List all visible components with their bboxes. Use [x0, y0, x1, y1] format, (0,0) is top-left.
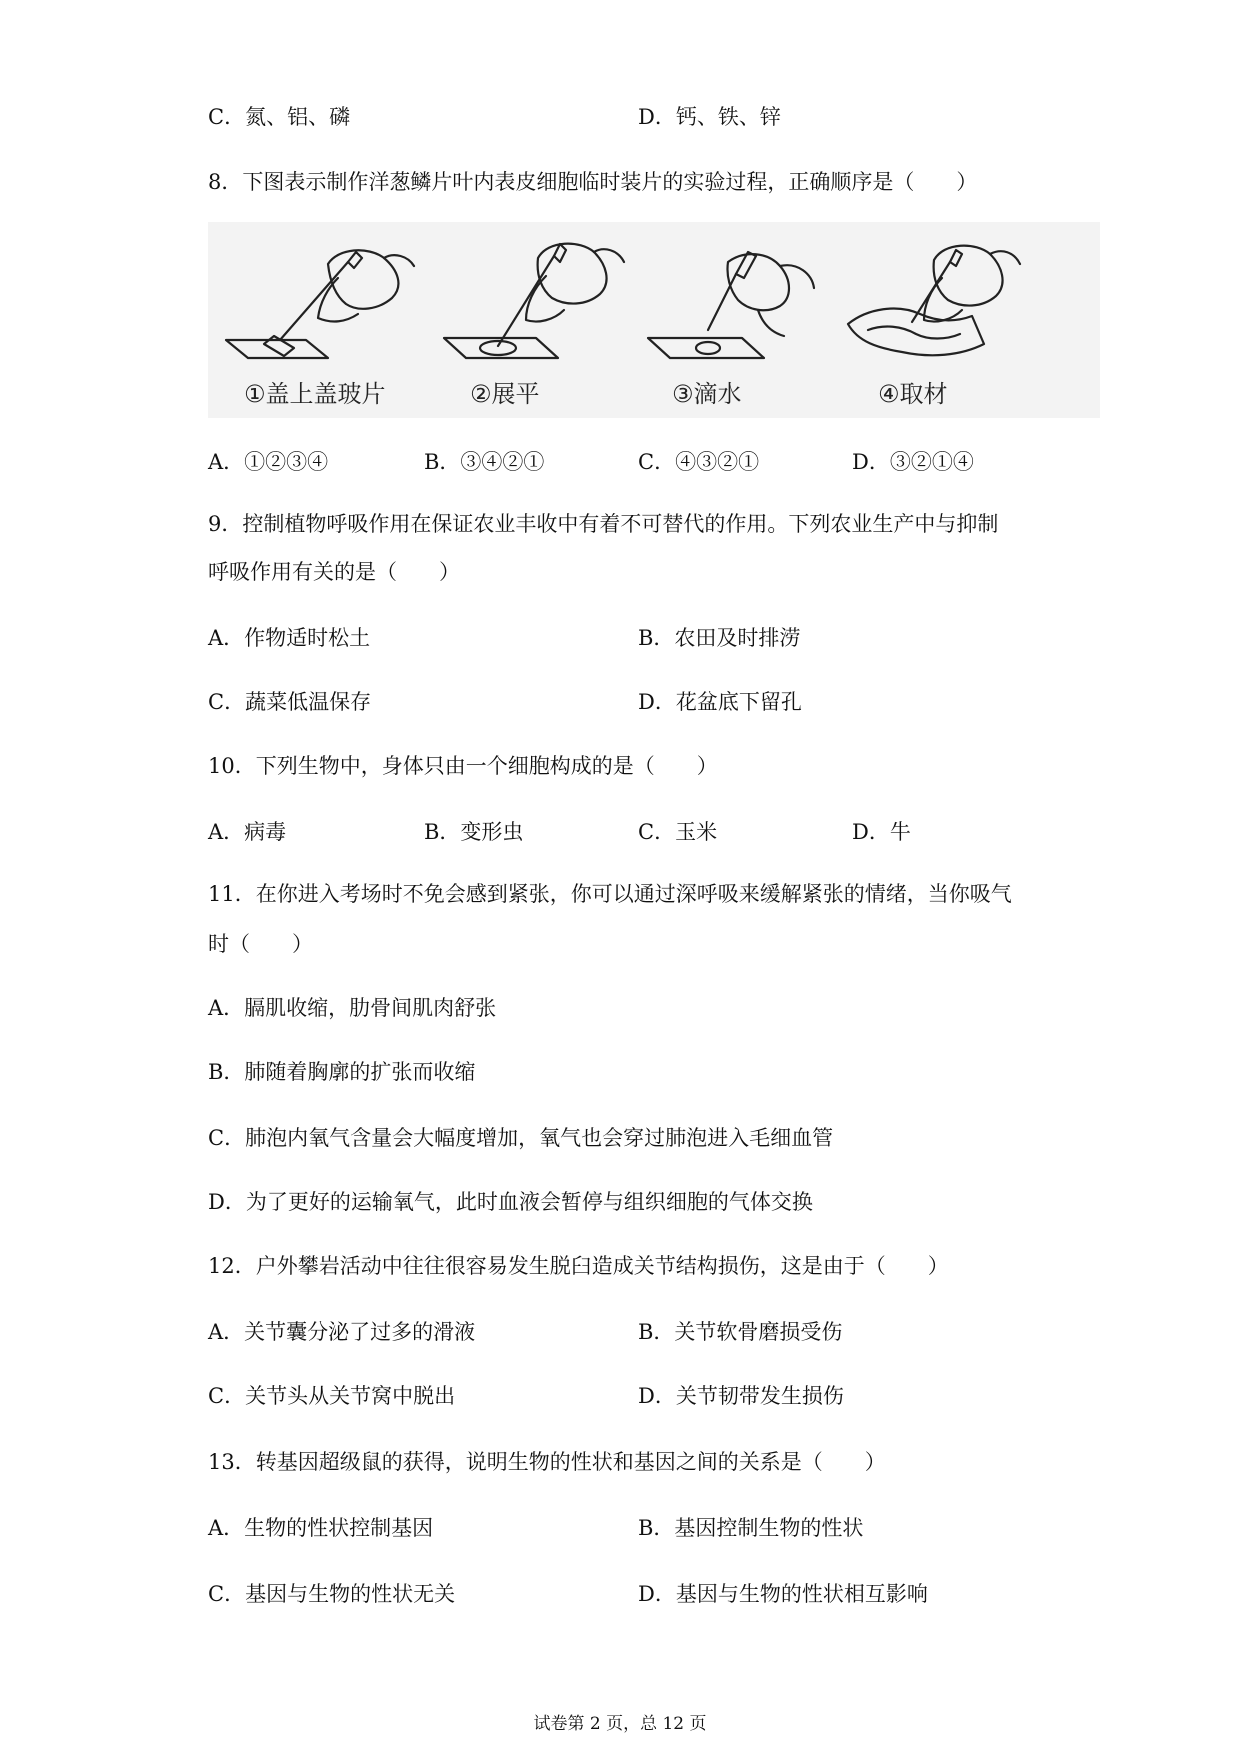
- q8-option-d: D．③②①④: [852, 450, 974, 474]
- q13-option-b: B．基因控制生物的性状: [638, 1516, 864, 1540]
- panel-take-material-drawing: [848, 246, 1020, 356]
- q12-option-b: B．关节软骨磨损受伤: [638, 1320, 843, 1344]
- q7-option-d: D．钙、铁、锌: [638, 105, 781, 129]
- q12-option-a: A．关节囊分泌了过多的滑液: [208, 1320, 476, 1344]
- q9-stem-line1: 9．控制植物呼吸作用在保证农业丰收中有着不可替代的作用。下列农业生产中与抑制: [208, 512, 999, 536]
- q10-stem: 10．下列生物中，身体只由一个细胞构成的是（ ）: [208, 754, 718, 778]
- figure-label-2: ②展平: [470, 380, 540, 408]
- q9-option-d: D．花盆底下留孔: [638, 690, 802, 714]
- q10-option-b: B．变形虫: [424, 820, 524, 844]
- q11-option-d: D．为了更好的运输氧气，此时血液会暂停与组织细胞的气体交换: [208, 1190, 813, 1214]
- q9-option-c: C．蔬菜低温保存: [208, 690, 372, 714]
- q7-option-c: C．氮、铝、磷: [208, 105, 351, 129]
- q12-stem: 12．户外攀岩活动中往往很容易发生脱臼造成关节结构损伤，这是由于（ ）: [208, 1254, 949, 1278]
- q9-option-b: B．农田及时排涝: [638, 626, 801, 650]
- q13-option-c: C．基因与生物的性状无关: [208, 1582, 456, 1606]
- q11-stem-line1: 11．在你进入考场时不免会感到紧张，你可以通过深呼吸来缓解紧张的情绪，当你吸气: [208, 882, 1012, 906]
- panel-flatten-drawing: [444, 244, 624, 358]
- q11-option-a: A．膈肌收缩，肋骨间肌肉舒张: [208, 996, 497, 1020]
- q11-option-c: C．肺泡内氧气含量会大幅度增加，氧气也会穿过肺泡进入毛细血管: [208, 1126, 834, 1150]
- q13-stem: 13．转基因超级鼠的获得，说明生物的性状和基因之间的关系是（ ）: [208, 1450, 886, 1474]
- figure-label-4: ④取材: [878, 380, 948, 408]
- q8-stem: 8．下图表示制作洋葱鳞片叶内表皮细胞临时装片的实验过程，正确顺序是（ ）: [208, 170, 978, 194]
- q8-figure: [208, 222, 1100, 418]
- q8-option-c: C．④③②①: [638, 450, 760, 474]
- q11-option-b: B．肺随着胸廓的扩张而收缩: [208, 1060, 476, 1084]
- figure-label-1: ①盖上盖玻片: [244, 380, 386, 408]
- page-footer: 试卷第 2 页，总 12 页: [533, 1714, 707, 1734]
- q9-stem-line2: 呼吸作用有关的是（ ）: [208, 560, 460, 584]
- panel-drop-water-drawing: [648, 252, 814, 358]
- q10-option-d: D．牛: [852, 820, 911, 844]
- panel-cover-slip-drawing: [226, 250, 414, 358]
- q12-option-c: C．关节头从关节窝中脱出: [208, 1384, 456, 1408]
- q13-option-d: D．基因与生物的性状相互影响: [638, 1582, 928, 1606]
- figure-label-3: ③滴水: [672, 380, 742, 408]
- q12-option-d: D．关节韧带发生损伤: [638, 1384, 844, 1408]
- q8-option-b: B．③④②①: [424, 450, 545, 474]
- q10-option-a: A．病毒: [208, 820, 287, 844]
- q13-option-a: A．生物的性状控制基因: [208, 1516, 434, 1540]
- q10-option-c: C．玉米: [638, 820, 718, 844]
- q8-option-a: A．①②③④: [208, 450, 329, 474]
- q11-stem-line2: 时（ ）: [208, 932, 313, 956]
- q9-option-a: A．作物适时松土: [208, 626, 371, 650]
